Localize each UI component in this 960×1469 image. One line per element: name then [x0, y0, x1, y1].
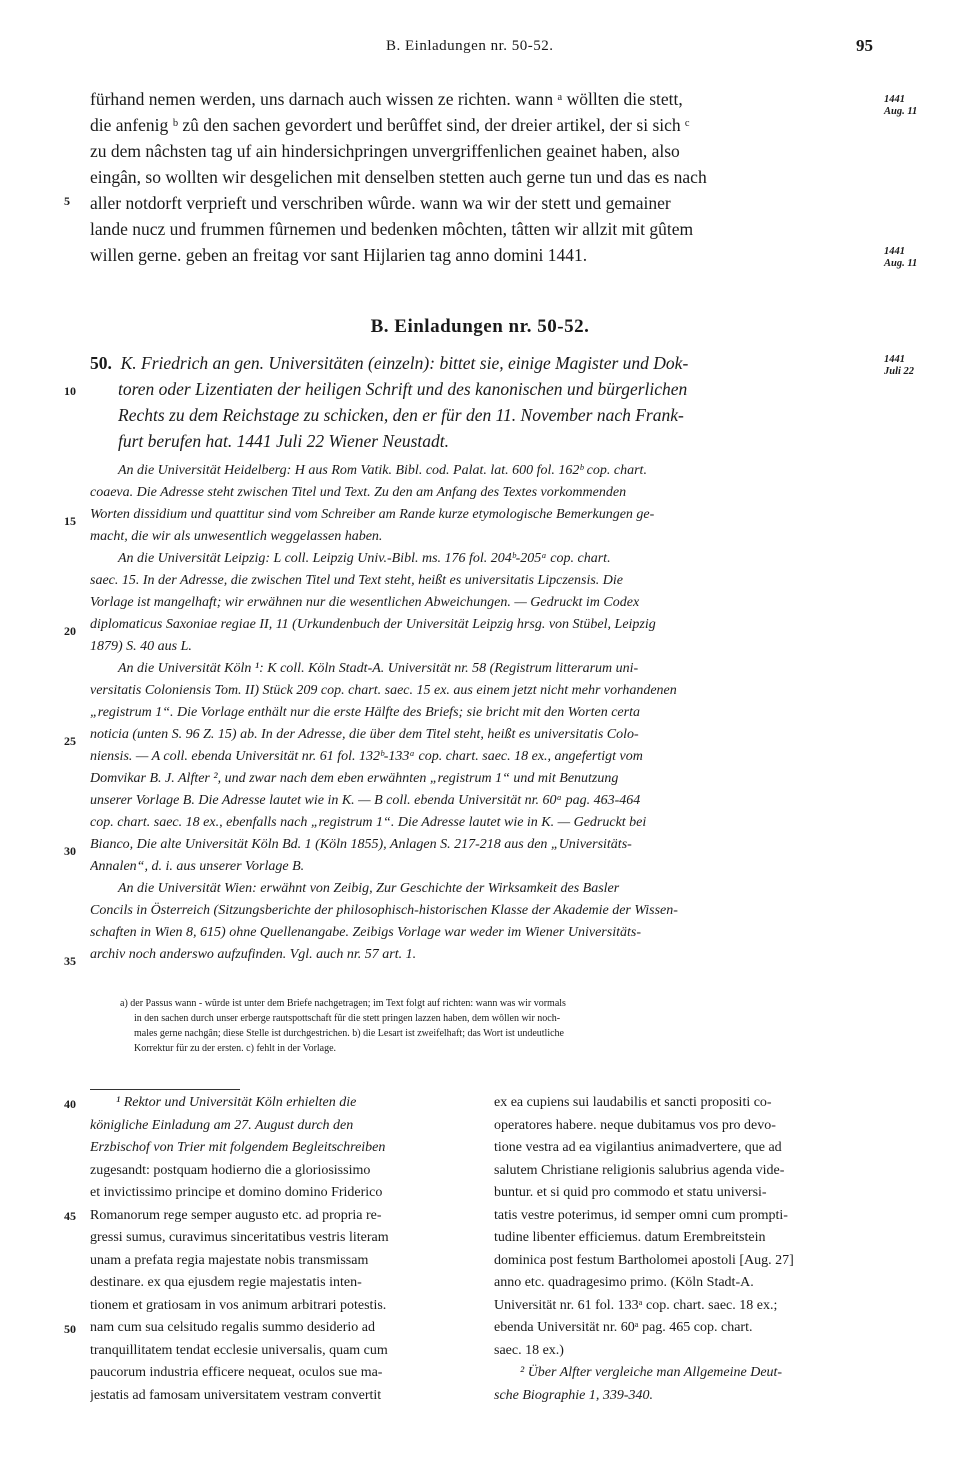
document-50-summary: [90, 350, 880, 454]
footnote-line: tione vestra ad ea vigilantius animadvertere, que ad: [494, 1140, 782, 1155]
line-number: 5: [64, 194, 70, 208]
apparatus-line: Worten dissidium und quattitur sind vom Schreiber am Rande kurze etymologische Bemerkungen ge-: [90, 507, 655, 522]
apparatus-line: saec. 15. In der Adresse, die zwischen Titel und Text steht, heißt es universitatis Lipczensis. Die: [90, 573, 623, 588]
text-line: aller notdorft verprieft und verschriben wûrde. wann wa wir der stett und gemainer: [90, 193, 671, 213]
footnote-line: Erzbischof von Trier mit folgendem Begleitschreiben: [90, 1140, 386, 1155]
intro-paragraph: [90, 86, 880, 268]
apparatus-line: An die Universität Leipzig: L coll. Leipzig Univ.-Bibl. ms. 176 fol. 204ᵇ-205ᵃ cop. chart.: [118, 551, 611, 566]
apparatus-line: cop. chart. saec. 18 ex., ebenfalls nach „registrum 1“. Die Adresse lautet wie in K. — Gedruckt bei: [90, 815, 647, 830]
apparatus-line: An die Universität Heidelberg: H aus Rom Vatik. Bibl. cod. Palat. lat. 600 fol. 162ᵇ cop. chart.: [118, 463, 647, 478]
apparatus-line: archiv noch anderswo aufzufinden. Vgl. auch nr. 57 art. 1.: [90, 947, 417, 962]
footnote-line: paucorum industria efficere nequeat, oculos sue ma-: [90, 1365, 383, 1380]
apparatus-line: Bianco, Die alte Universität Köln Bd. 1 (Köln 1855), Anlagen S. 217-218 aus den „Universitäts-: [90, 837, 632, 852]
apparatus: [90, 460, 880, 966]
footnote-line: ¹ Rektor und Universität Köln erhielten die: [116, 1095, 357, 1110]
line-number: 35: [64, 954, 76, 968]
footnote-line: salutem Christiane religionis salubrius agenda vide-: [494, 1162, 785, 1178]
footnote-rule: [90, 1089, 240, 1090]
document-number: 50.: [90, 353, 112, 373]
text-line: zu dem nâchsten tag uf ain hindersichpringen unvergriffenlichen geainet haben, also: [90, 141, 680, 161]
footnote-line: tionem et gratiosam in vos animum arbitrari potestis.: [90, 1297, 387, 1313]
footnote-line: destinare. ex qua ejusdem regie majestatis inten-: [90, 1275, 362, 1290]
footnote-line: Universität nr. 61 fol. 133ᵃ cop. chart. saec. 18 ex.;: [494, 1297, 778, 1313]
margin-date-note: 1441 Aug. 11: [884, 94, 918, 117]
apparatus-line: Vorlage ist mangelhaft; wir erwähnen nur die wesentlichen Abweichungen. — Gedruckt im Codex: [90, 595, 640, 610]
running-head: B. Einladungen nr. 50-52.: [386, 38, 554, 54]
line-number: 50: [64, 1322, 76, 1336]
apparatus-line: unserer Vorlage B. Die Adresse lautet wie in K. — B coll. ebenda Universität nr. 60ᵃ pag. 463-464: [90, 793, 641, 808]
footnote-line: zugesandt: postquam hodierno die a gloriosissimo: [90, 1162, 371, 1178]
line-number: 45: [64, 1209, 76, 1223]
footnote-line: Romanorum rege semper augusto etc. ad propria re-: [90, 1207, 382, 1223]
apparatus-line: versitatis Coloniensis Tom. II) Stück 209 cop. chart. saec. 15 ex. aus einem jetzt nicht mehr vorhandenen: [90, 683, 677, 698]
text-line: willen gerne. geben an freitag vor sant Hijlarien tag anno domini 1441.: [90, 245, 588, 265]
footnote-line: tudine libenter efficiemus. datum Erembreitstein: [494, 1230, 766, 1245]
text-line: 50. K. Friedrich an gen. Universitäten (einzeln): bittet sie, einige Magister und Dok-: [90, 353, 689, 373]
footnote-line: anno etc. quadragesimo primo. (Köln Stadt-A.: [494, 1275, 754, 1290]
footnote-line: königliche Einladung am 27. August durch den: [90, 1117, 354, 1133]
footnote-line: saec. 18 ex.): [494, 1342, 564, 1358]
line-number: 25: [64, 734, 76, 748]
text-line: fürhand nemen werden, uns darnach auch wissen ze richten. wann ᵃ wöllten die stett,: [90, 89, 683, 109]
apparatus-line: 1879) S. 40 aus L.: [90, 639, 192, 654]
text-line: die anfenig ᵇ zû den sachen gevordert und berûffet sind, der dreier artikel, der si sich ᶜ: [90, 115, 690, 135]
footnote-line: et invictissimo principe et domino domino Friderico: [90, 1185, 383, 1200]
footnote-line: tatis vestre poterimus, id semper omni cum prompti-: [494, 1207, 788, 1223]
apparatus-line: coaeva. Die Adresse steht zwischen Titel und Text. Zu den am Anfang des Textes vorkommenden: [90, 485, 627, 500]
critical-note-line: in den sachen durch unser erberge rautspottschaft fûr die stett pringen lazzen haben, dem wôllen wir noch-: [134, 1013, 561, 1024]
footnote-line: operatores habere. neque dubitamus vos pro devo-: [494, 1117, 776, 1133]
page-number: 95: [856, 36, 873, 55]
text-line: Rechts zu dem Reichstage zu schicken, den er für den 11. November nach Frank-: [118, 405, 684, 425]
line-number: 20: [64, 624, 76, 638]
text-line: eingân, so wollten wir desgelichen mit denselben stetten auch gerne tun und das es nach: [90, 167, 707, 187]
apparatus-line: macht, die wir als unwesentlich weggelassen haben.: [90, 529, 383, 544]
apparatus-line: noticia (unten S. 96 Z. 15) ab. In der Adresse, die über dem Titel steht, heißt es universitatis Colo-: [90, 727, 639, 742]
footnote-line: ² Über Alfter vergleiche man Allgemeine Deut-: [520, 1365, 783, 1380]
footnote-left-column: [90, 1092, 490, 1407]
footnote-line: unam a prefata regia majestate nobis transmissam: [90, 1252, 369, 1268]
text-line: furt berufen hat. 1441 Juli 22 Wiener Neustadt.: [118, 431, 450, 451]
footnote-line: gressi sumus, curavimus sinceritatibus vestris literam: [90, 1230, 389, 1245]
page-header: [0, 38, 960, 58]
apparatus-line: schaften in Wien 8, 615) ohne Quellenangabe. Zeibigs Vorlage war weder im Wiener Universitäts-: [90, 925, 641, 940]
apparatus-line: diplomaticus Saxoniae regiae II, 11 (Urkundenbuch der Universität Leipzig hrsg. von Stübel, Leipzig: [90, 617, 656, 632]
footnote-line: ex ea cupiens sui laudabilis et sancti propositi co-: [494, 1095, 772, 1110]
margin-date-note: 1441 Aug. 11: [884, 246, 918, 269]
apparatus-line: Annalen“, d. i. aus unserer Vorlage B.: [90, 859, 305, 874]
footnote-line: ebenda Universität nr. 60ᵃ pag. 465 cop. chart.: [494, 1320, 753, 1335]
line-number: 15: [64, 514, 76, 528]
apparatus-line: Concils in Österreich (Sitzungsberichte der philosophisch-historischen Klasse der Akademie der Wissen-: [90, 903, 678, 918]
text-line: lande nucz und frummen fûrnemen und bedenken môchten, tâtten wir allzit mit gûtem: [90, 219, 694, 239]
line-number: 30: [64, 844, 76, 858]
critical-note-line: males gerne nachgân; diese Stelle ist durchgestrichen. b) die Lesart ist zweifelhaft; das Wort ist undeutliche: [134, 1028, 564, 1039]
apparatus-line: niensis. — A coll. ebenda Universität nr. 61 fol. 132ᵇ-133ᵃ cop. chart. saec. 18 ex., angefertigt vom: [90, 749, 643, 764]
footnote-line: dominica post festum Bartholomei apostoli [Aug. 27]: [494, 1252, 794, 1268]
critical-note-line: Korrektur für zu der ersten. c) fehlt in der Vorlage.: [134, 1043, 337, 1054]
apparatus-line: Domvikar B. J. Alfter ², und zwar nach dem eben erwähnten „registrum 1“ und mit Benutzung: [90, 771, 619, 786]
section-title: B. Einladungen nr. 50-52.: [370, 316, 590, 337]
critical-notes: [120, 996, 880, 1056]
line-number: 10: [64, 384, 76, 398]
footnote-line: tranquillitatem tendat ecclesie universalis, quam cum: [90, 1342, 388, 1358]
apparatus-line: „registrum 1“. Die Vorlage enthält nur die erste Hälfte des Briefs; sie bricht mit den Worten certa: [90, 705, 640, 720]
margin-date-note: 1441 Juli 22: [884, 354, 915, 377]
footnote-line: buntur. et si quid pro commodo et statu universi-: [494, 1185, 767, 1200]
footnote-line: jestatis ad famosam universitatem vestram convertit: [90, 1387, 382, 1403]
apparatus-line: An die Universität Köln ¹: K coll. Köln Stadt-A. Universität nr. 58 (Registrum litterarum uni-: [118, 661, 639, 676]
footnote-right-column: [494, 1092, 884, 1407]
footnote-line: sche Biographie 1, 339-340.: [494, 1387, 654, 1403]
footnote-line: nam cum sua celsitudo regalis summo desiderio ad: [90, 1320, 375, 1335]
line-number: 40: [64, 1097, 76, 1111]
text-line: toren oder Lizentiaten der heiligen Schrift und des kanonischen und bürgerlichen: [118, 379, 688, 399]
apparatus-line: An die Universität Wien: erwähnt von Zeibig, Zur Geschichte der Wirksamkeit des Basler: [118, 881, 620, 896]
critical-note-line: a) der Passus wann - wûrde ist unter dem Briefe nachgetragen; im Text folgt auf richten: wann was wir vormals: [120, 998, 566, 1009]
